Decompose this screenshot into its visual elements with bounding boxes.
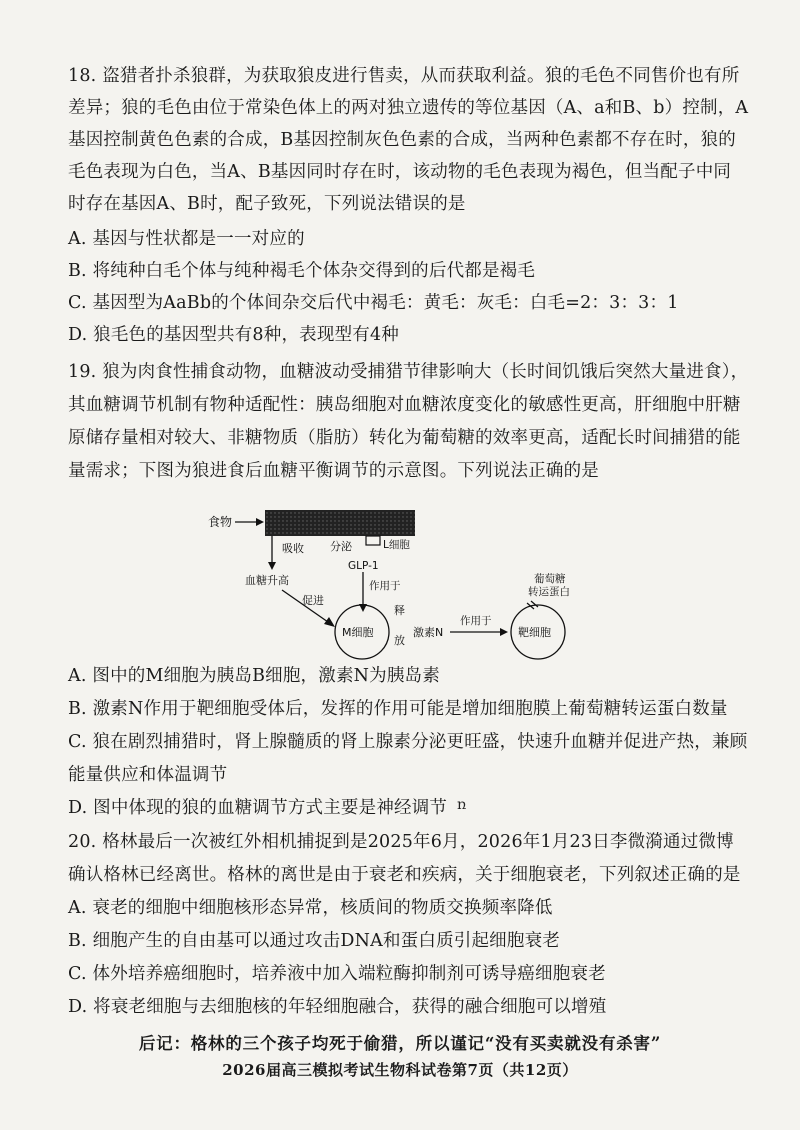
promote-arrowhead xyxy=(324,617,335,627)
l-cell-label: L细胞 xyxy=(383,539,410,551)
q20-option-b: B. 细胞产生的自由基可以通过攻击DNA和蛋白质引起细胞衰老 xyxy=(68,931,560,951)
q20-option-d: D. 将衰老细胞与去细胞核的年轻细胞融合，获得的融合细胞可以增殖 xyxy=(68,997,607,1017)
q18-line-5: 时存在基因A、B时，配子致死，下列说法错误的是 xyxy=(68,194,466,214)
m-cell-label: M细胞 xyxy=(342,626,374,639)
q19-line-1: 19. 狼为肉食性捕食动物，血糖波动受捕猎节律影响大（长时间饥饿后突然大量进食）， xyxy=(68,362,749,382)
q18-line-2: 差异；狼的毛色由位于常染色体上的两对独立遗传的等位基因（A、a和B、b）控制，A xyxy=(68,98,749,118)
release-label-2: 放 xyxy=(394,634,405,647)
hormone-arrowhead xyxy=(500,628,508,636)
blood-sugar-rise-label: 血糖升高 xyxy=(245,574,289,587)
transporter-label-1: 葡萄糖 xyxy=(534,573,566,585)
q19-line-3: 原储存量相对较大、非糖物质（脂肪）转化为葡萄糖的效率更高，适配长时间捕猎的能 xyxy=(68,428,741,448)
q19-option-c-cont: 能量供应和体温调节 xyxy=(68,765,228,785)
q18-option-d: D. 狼毛色的基因型共有8种，表现型有4种 xyxy=(68,325,399,345)
q18-option-b: B. 将纯种白毛个体与纯种褐毛个体杂交得到的后代都是褐毛 xyxy=(68,261,536,281)
q19-option-c: C. 狼在剧烈捕猎时，肾上腺髓质的肾上腺素分泌更旺盛，快速升血糖并促进产热，兼顾 xyxy=(68,732,748,752)
q18-line-1: 18. 盗猎者扑杀狼群，为获取狼皮进行售卖，从而获取利益。狼的毛色不同售价也有所 xyxy=(68,66,740,86)
secrete-label: 分泌 xyxy=(330,540,352,553)
q20-option-a: A. 衰老的细胞中细胞核形态异常，核质间的物质交换频率降低 xyxy=(68,898,553,918)
q18-option-a: A. 基因与性状都是一一对应的 xyxy=(68,229,305,249)
q18-line-4: 毛色表现为白色，当A、B基因同时存在时，该动物的毛色表现为褐色，但当配子中同 xyxy=(68,162,732,182)
release-label-1: 释 xyxy=(394,604,405,617)
glp1-label: GLP-1 xyxy=(348,560,379,572)
transporter-label-2: 转运蛋白 xyxy=(528,586,570,598)
promote-label: 促进 xyxy=(302,594,324,607)
blood-sugar-regulation-diagram xyxy=(190,500,630,660)
intestine-texture xyxy=(265,510,415,536)
food-arrowhead xyxy=(256,518,264,526)
absorb-arrowhead xyxy=(268,562,276,570)
food-label: 食物 xyxy=(208,515,233,529)
q19-line-4: 量需求；下图为狼进食后血糖平衡调节的示意图。下列说法正确的是 xyxy=(68,461,599,481)
q19-option-d: D. 图中体现的狼的血糖调节方式主要是神经调节 xyxy=(68,798,448,818)
q20-line-1: 20. 格林最后一次被红外相机捕捉到是2025年6月，2026年1月23日李微漪通过微博 xyxy=(68,832,734,852)
afterword-note: 后记：格林的三个孩子均死于偷猎，所以谨记“没有买卖就没有杀害” xyxy=(138,1034,662,1053)
hormone-n-label: 激素N xyxy=(413,626,444,639)
target-cell-label: 靶细胞 xyxy=(518,626,551,639)
q19-option-b: B. 激素N作用于靶细胞受体后，发挥的作用可能是增加细胞膜上葡萄糖转运蛋白数量 xyxy=(68,699,728,719)
q19-line-2: 其血糖调节机制有物种适配性：胰岛细胞对血糖浓度变化的敏感性更高，肝细胞中肝糖 xyxy=(68,395,741,415)
l-cell-box xyxy=(366,536,380,545)
acts-on-label: 作用于 xyxy=(369,580,401,592)
q18-line-3: 基因控制黄色色素的合成，B基因控制灰色色素的合成，当两种色素都不存在时，狼的 xyxy=(68,130,736,150)
q20-option-c: C. 体外培养癌细胞时，培养液中加入端粒酶抑制剂可诱导癌细胞衰老 xyxy=(68,964,606,984)
q18-option-c: C. 基因型为AaBb的个体间杂交后代中褐毛：黄毛：灰毛：白毛=2：3：3：1 xyxy=(68,293,679,313)
pen-mark: ռ xyxy=(457,797,467,813)
acts-on-2-label: 作用于 xyxy=(460,615,492,627)
q20-line-2: 确认格林已经离世。格林的离世是由于衰老和疾病，关于细胞衰老，下列叙述正确的是 xyxy=(68,865,741,885)
q19-option-a: A. 图中的M细胞为胰岛B细胞，激素N为胰岛素 xyxy=(68,666,440,686)
absorb-label: 吸收 xyxy=(282,542,304,555)
page-footer: 2026届高三模拟考试生物科试卷第7页（共12页） xyxy=(222,1061,578,1079)
